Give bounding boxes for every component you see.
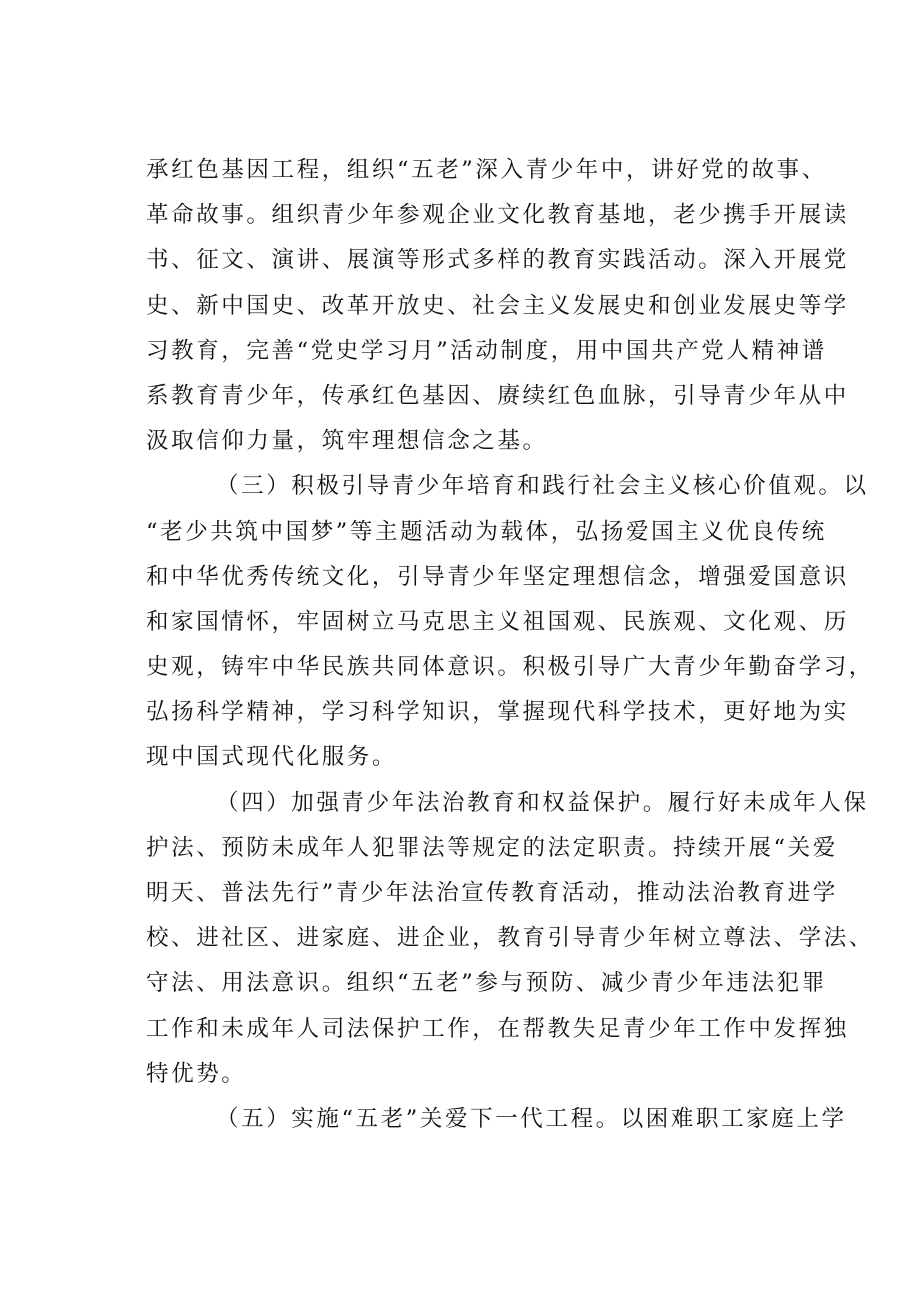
text-line: 弘扬科学精神，学习科学知识，掌握现代科学技术，更好地为实 xyxy=(146,699,849,726)
text-line: 史观，铸牢中华民族共同体意识。积极引导广大青少年勤奋学习， xyxy=(146,654,874,681)
text-line: 习教育，完善“党史学习月”活动制度，用中国共产党人精神谱 xyxy=(146,337,827,364)
text-line: 和中华优秀传统文化，引导青少年坚定理想信念，增强爱国意识 xyxy=(146,563,849,590)
body-text xyxy=(146,148,874,1142)
text-line: 汲取信仰力量，筑牢理想信念之基。 xyxy=(146,428,548,455)
text-line: 校、进社区、进家庭、进企业，教育引导青少年树立尊法、学法、 xyxy=(146,925,874,952)
text-line: 现中国式现代化服务。 xyxy=(146,744,398,771)
text-line: 守法、用法意识。组织“五老”参与预防、减少青少年违法犯罪 xyxy=(146,970,827,997)
text-line: 革命故事。组织青少年参观企业文化教育基地，老少携手开展读 xyxy=(146,202,849,229)
section-heading-line: （三）积极引导青少年培育和践行社会主义核心价值观。以 xyxy=(216,473,869,500)
text-line: 承红色基因工程，组织“五老”深入青少年中，讲好党的故事、 xyxy=(146,157,827,183)
text-line: 史、新中国史、改革开放史、社会主义发展史和创业发展史等学 xyxy=(146,292,849,319)
text-line: 特优势。 xyxy=(146,1060,247,1087)
text-line: “老少共筑中国梦”等主题活动为载体，弘扬爱国主义优良传统 xyxy=(146,518,827,545)
text-line: 工作和未成年人司法保护工作，在帮教失足青少年工作中发挥独 xyxy=(146,1015,849,1042)
text-line: 护法、预防未成年人犯罪法等规定的法定职责。持续开展“关爱 xyxy=(146,834,838,861)
text-line: 明天、普法先行”青少年法治宣传教育活动，推动法治教育进学 xyxy=(146,880,838,906)
text-line: 书、征文、演讲、展演等形式多样的教育实践活动。深入开展党 xyxy=(146,247,849,274)
section-heading-line: （五）实施“五老”关爱下一代工程。以困难职工家庭上学 xyxy=(216,1105,847,1132)
text-line: 和家国情怀，牢固树立马克思主义祖国观、民族观、文化观、历 xyxy=(146,608,849,635)
text-line: 系教育青少年，传承红色基因、赓续红色血脉，引导青少年从中 xyxy=(146,382,849,409)
section-heading-line: （四）加强青少年法治教育和权益保护。履行好未成年人保 xyxy=(216,789,869,816)
